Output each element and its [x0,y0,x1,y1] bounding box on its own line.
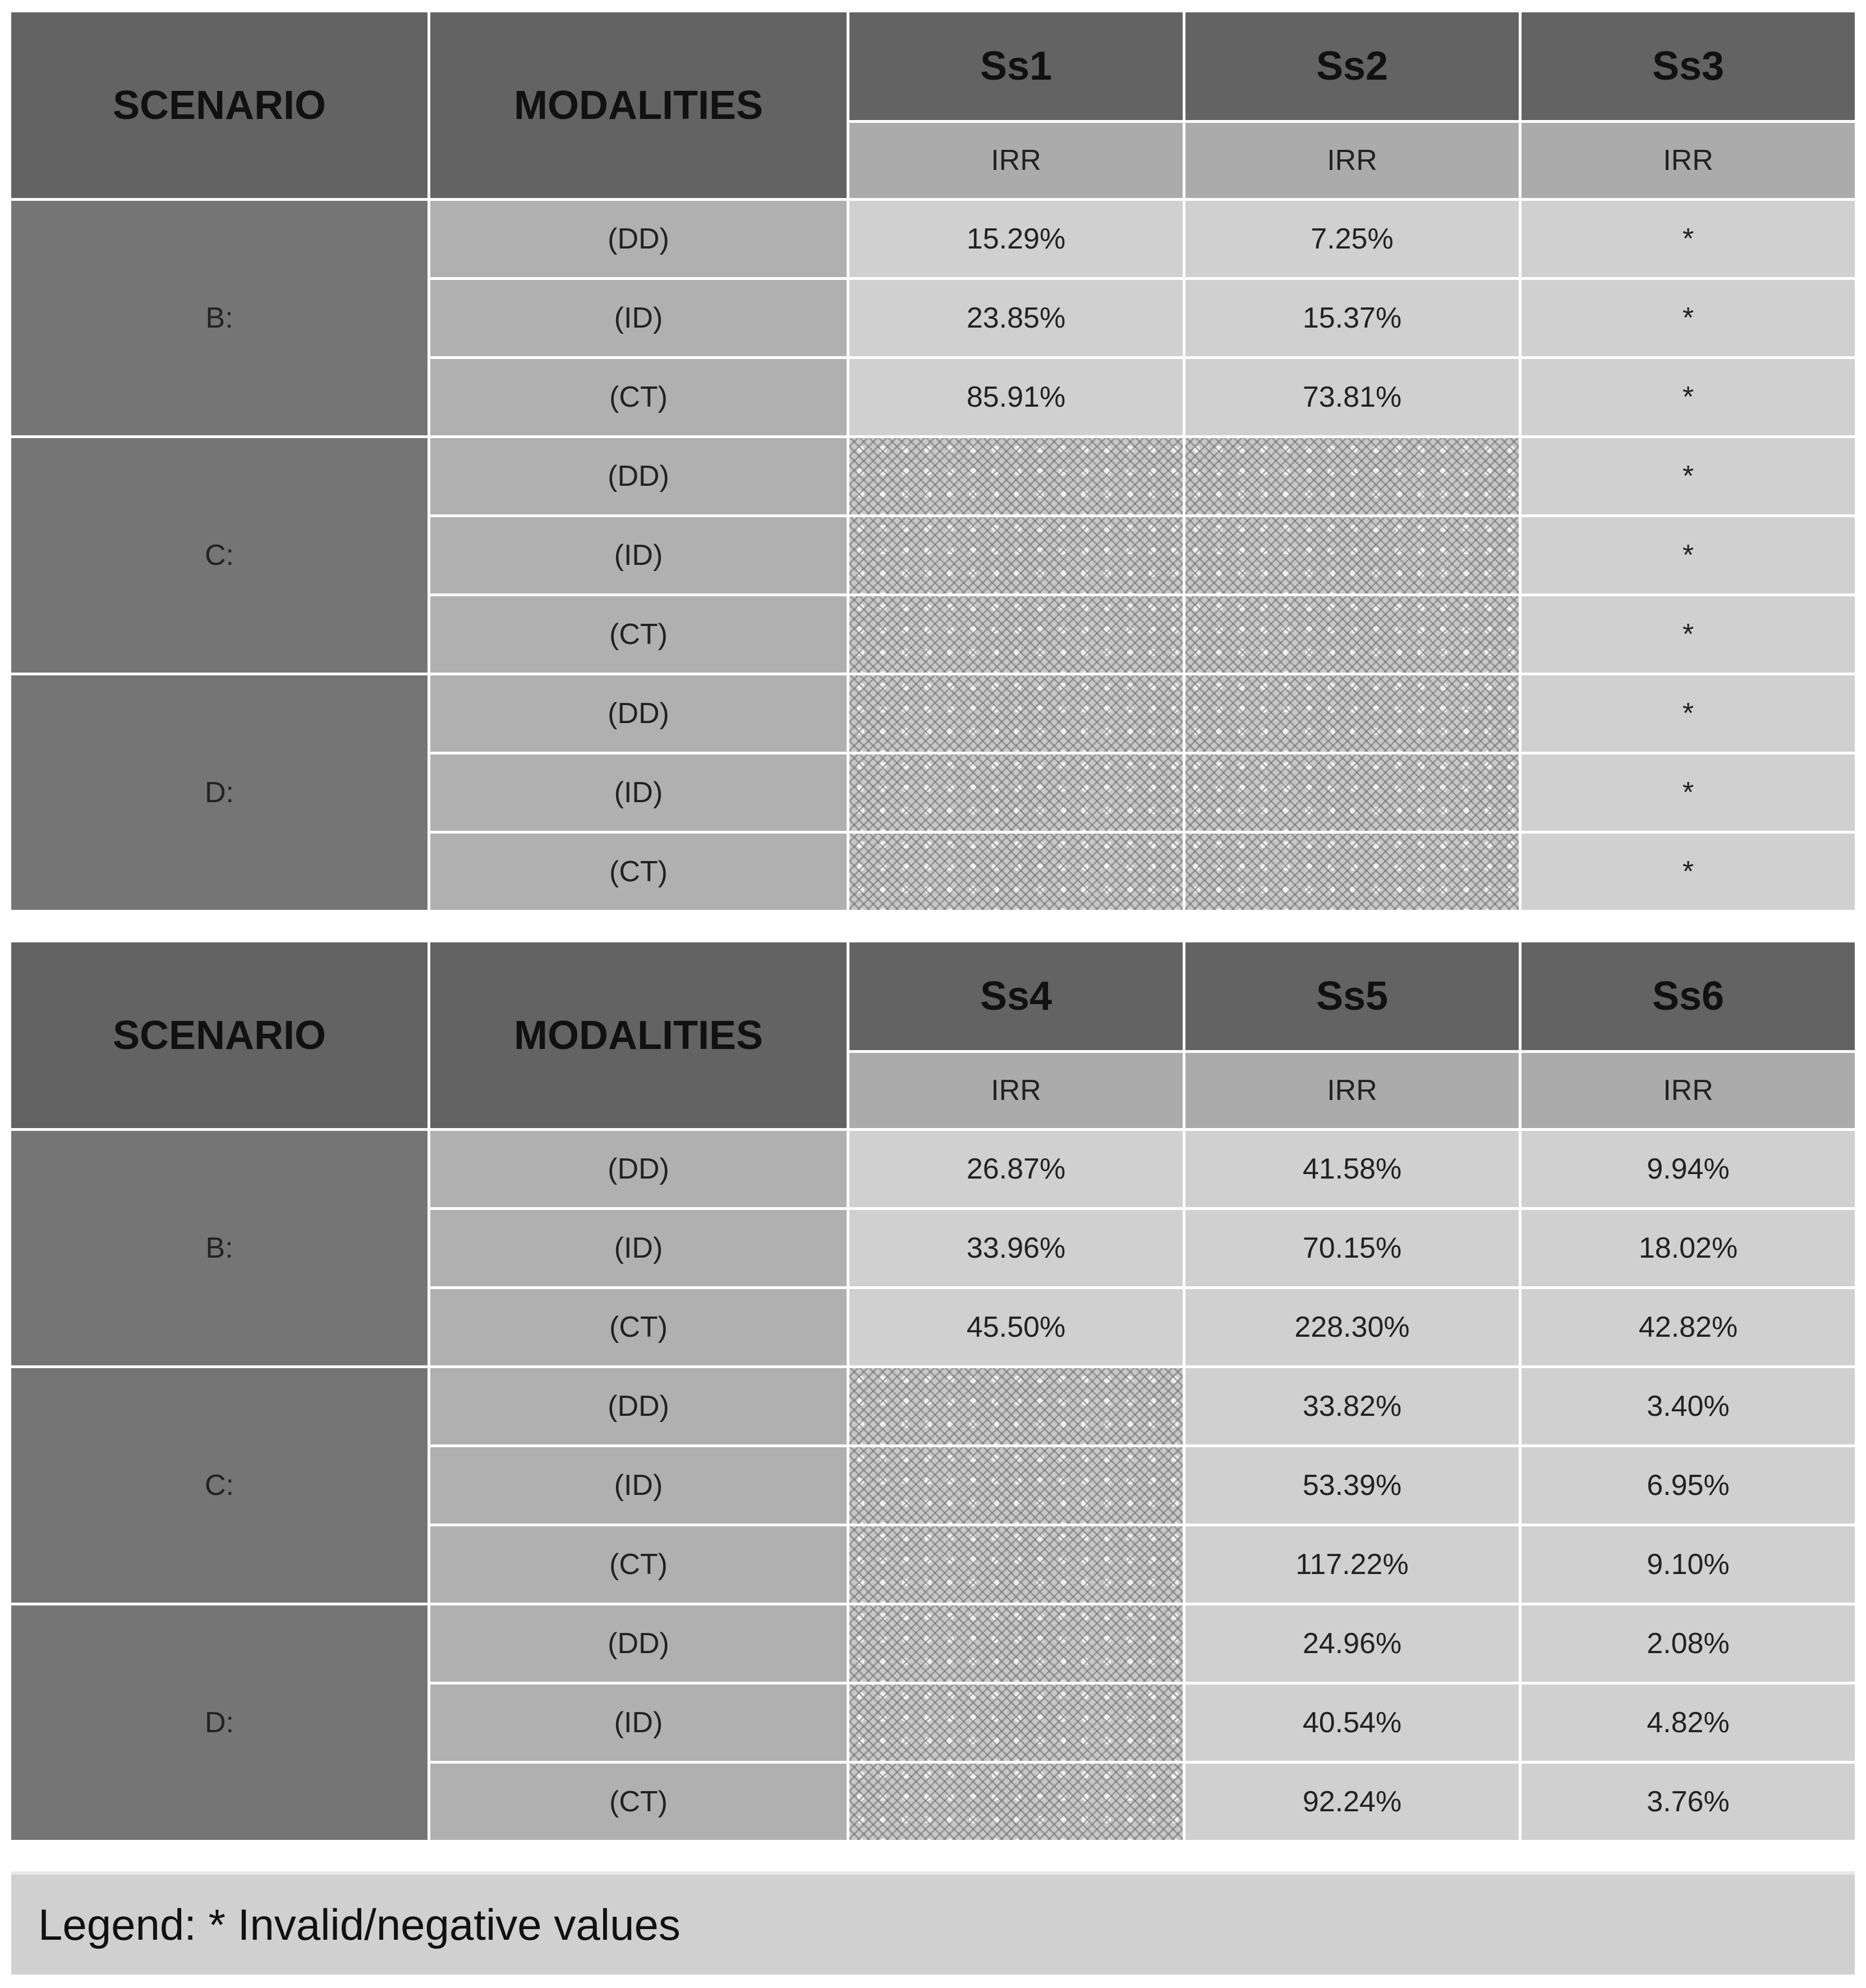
modality-label: (CT) [430,1289,847,1365]
hatched-empty-cell [1185,438,1519,514]
header-scenario: SCENARIO [11,942,428,1128]
irr-value-cell: 33.82% [1185,1368,1519,1444]
irr-value-cell: 117.22% [1185,1526,1519,1603]
irr-value-cell: 85.91% [849,359,1183,435]
modality-label: (ID) [430,1210,847,1286]
header-subcolumn: IRR [1185,123,1519,198]
irr-value-cell: 33.96% [849,1210,1183,1286]
modality-label: (DD) [430,1368,847,1444]
modality-label: (CT) [430,834,847,910]
hatched-empty-cell [849,1605,1183,1682]
header-column: Ss1 [849,12,1183,120]
irr-value-cell: 73.81% [1185,359,1519,435]
irr-value-cell: * [1522,201,1855,277]
table-row [11,438,1855,514]
irr-value-cell: 45.50% [849,1289,1183,1365]
hatched-empty-cell [849,1685,1183,1761]
irr-value-cell: * [1522,834,1855,910]
header-column: Ss4 [849,942,1183,1050]
header-subcolumn: IRR [1522,123,1855,198]
hatched-empty-cell [849,438,1183,514]
modality-label: (CT) [430,359,847,435]
hatched-empty-cell [849,1764,1183,1840]
scenario-label: B: [11,1131,428,1365]
irr-value-cell: 24.96% [1185,1605,1519,1682]
irr-value-cell: * [1522,754,1855,831]
header-modalities: MODALITIES [430,942,847,1128]
table-row [11,1605,1855,1682]
table-row [11,1368,1855,1444]
scenario-label: D: [11,1605,428,1840]
table-row [11,201,1855,277]
hatched-empty-cell [849,1526,1183,1603]
header-subcolumn: IRR [849,1053,1183,1128]
irr-value-cell: 9.10% [1522,1526,1855,1603]
hatched-empty-cell [849,754,1183,831]
hatched-empty-cell [849,1447,1183,1524]
modality-label: (DD) [430,1605,847,1682]
header-subcolumn: IRR [849,123,1183,198]
irr-value-cell: 92.24% [1185,1764,1519,1840]
scenario-label: B: [11,201,428,435]
header-subcolumn: IRR [1522,1053,1855,1128]
irr-value-cell: * [1522,359,1855,435]
modality-label: (ID) [430,280,847,356]
modality-label: (DD) [430,675,847,752]
table-row [11,1131,1855,1207]
header-scenario: SCENARIO [11,12,428,198]
modality-label: (ID) [430,754,847,831]
hatched-empty-cell [849,675,1183,752]
irr-value-cell: 15.29% [849,201,1183,277]
modality-label: (DD) [430,201,847,277]
irr-value-cell: 228.30% [1185,1289,1519,1365]
irr-value-cell: 41.58% [1185,1131,1519,1207]
header-subcolumn: IRR [1185,1053,1519,1128]
header-column: Ss2 [1185,12,1519,120]
irr-value-cell: 2.08% [1522,1605,1855,1682]
modality-label: (ID) [430,1685,847,1761]
scenario-label: D: [11,675,428,910]
modality-label: (CT) [430,1764,847,1840]
header-modalities: MODALITIES [430,12,847,198]
irr-value-cell: 26.87% [849,1131,1183,1207]
irr-value-cell: * [1522,596,1855,673]
hatched-empty-cell [849,1368,1183,1444]
hatched-empty-cell [1185,596,1519,673]
irr-value-cell: 3.76% [1522,1764,1855,1840]
hatched-empty-cell [849,834,1183,910]
scenario-label: C: [11,1368,428,1603]
irr-value-cell: * [1522,517,1855,593]
irr-value-cell: 18.02% [1522,1210,1855,1286]
hatched-empty-cell [849,596,1183,673]
modality-label: (DD) [430,438,847,514]
legend [11,1871,1855,1975]
irr-value-cell: 70.15% [1185,1210,1519,1286]
table-row [11,675,1855,752]
header-column: Ss3 [1522,12,1855,120]
irr-value-cell: 40.54% [1185,1685,1519,1761]
hatched-empty-cell [1185,517,1519,593]
irr-value-cell: 42.82% [1522,1289,1855,1365]
modality-label: (DD) [430,1131,847,1207]
modality-label: (ID) [430,517,847,593]
irr-value-cell: 6.95% [1522,1447,1855,1524]
irr-table-1 [8,10,1858,913]
irr-value-cell: 15.37% [1185,280,1519,356]
header-column: Ss6 [1522,942,1855,1050]
irr-value-cell: 23.85% [849,280,1183,356]
irr-value-cell: 4.82% [1522,1685,1855,1761]
hatched-empty-cell [1185,675,1519,752]
modality-label: (ID) [430,1447,847,1524]
hatched-empty-cell [1185,754,1519,831]
hatched-empty-cell [1185,834,1519,910]
scenario-label: C: [11,438,428,673]
irr-value-cell: * [1522,438,1855,514]
modality-label: (CT) [430,1526,847,1603]
irr-value-cell: 3.40% [1522,1368,1855,1444]
hatched-empty-cell [849,517,1183,593]
legend-text: Legend: * Invalid/negative values [38,1899,681,1949]
irr-value-cell: 7.25% [1185,201,1519,277]
irr-value-cell: 9.94% [1522,1131,1855,1207]
header-column: Ss5 [1185,942,1519,1050]
irr-value-cell: * [1522,280,1855,356]
irr-table-2 [8,940,1858,1843]
irr-value-cell: 53.39% [1185,1447,1519,1524]
irr-value-cell: * [1522,675,1855,752]
modality-label: (CT) [430,596,847,673]
